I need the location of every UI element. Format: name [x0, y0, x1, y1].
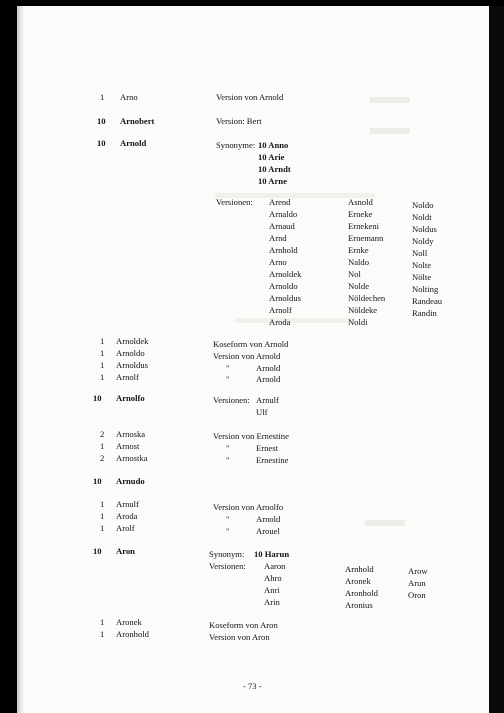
bleed-through-mark: [370, 128, 410, 134]
version-name: Asnold: [348, 197, 373, 207]
entry-count: 10: [93, 546, 102, 556]
version-name: Arnolf: [269, 305, 292, 315]
entry-name: Arnudo: [116, 476, 145, 486]
version-name: Ahro: [264, 573, 282, 583]
description: Version von Arnold: [216, 92, 284, 102]
scan-edge: [489, 6, 504, 713]
ditto-mark: ": [226, 514, 230, 524]
version-name: Naldo: [348, 257, 370, 267]
version-name: Noldi: [348, 317, 368, 327]
description: Arnold: [256, 374, 281, 384]
synonym: 10 Harun: [254, 549, 290, 559]
description-label: Versionen:: [213, 395, 250, 405]
version-name: Anri: [264, 585, 280, 595]
version-name: Nölte: [412, 272, 432, 282]
synonym: 10 Arne: [258, 176, 287, 186]
page-gutter-shadow: [17, 6, 25, 713]
description: Koseform von Aron: [209, 620, 278, 630]
description: Ernestine: [256, 455, 289, 465]
entry-count: 10: [97, 116, 106, 126]
version-name: Randeau: [412, 296, 443, 306]
version-name: Noll: [412, 248, 428, 258]
synonym: 10 Arndt: [258, 164, 291, 174]
version-name: Arend: [269, 197, 291, 207]
version-name: Arow: [408, 566, 428, 576]
version-name: Ernke: [348, 245, 369, 255]
ditto-mark: ": [226, 443, 230, 453]
entry-count: 2: [100, 453, 105, 463]
version-name: Aronek: [345, 576, 371, 586]
entry-name: Arolf: [116, 523, 135, 533]
version-name: Randin: [412, 308, 437, 318]
description: Ulf: [256, 407, 268, 417]
version-name: Noldus: [412, 224, 437, 234]
version-name: Noldy: [412, 236, 434, 246]
entry-name: Aron: [116, 546, 135, 556]
description: Version von Ernestine: [213, 431, 289, 441]
version-name: Arin: [264, 597, 280, 607]
description-label: Synonym:: [209, 549, 245, 559]
ditto-mark: ": [226, 526, 230, 536]
description: Koseform von Arnold: [213, 339, 289, 349]
entry-count: 10: [93, 393, 102, 403]
version-name: Aaron: [264, 561, 286, 571]
entry-name: Arnold: [120, 138, 147, 148]
version-name: Aronius: [345, 600, 373, 610]
entry-count: 2: [100, 429, 105, 439]
entry-count: 10: [97, 138, 106, 148]
description: Version: Bert: [216, 116, 262, 126]
description: Ernest: [256, 443, 278, 453]
entry-count: 1: [100, 348, 105, 358]
synonym: 10 Anno: [258, 140, 289, 150]
page-number: - 73 -: [243, 681, 262, 691]
entry-name: Arno: [120, 92, 138, 102]
version-name: Arno: [269, 257, 287, 267]
version-name: Arnhold: [345, 564, 374, 574]
version-name: Arnoldus: [269, 293, 301, 303]
entry-name: Arnost: [116, 441, 140, 451]
bleed-through-mark: [365, 520, 405, 526]
entry-name: Arnobert: [120, 116, 155, 126]
description-label: Synonyme:: [216, 140, 256, 150]
description: Version von Aron: [209, 632, 270, 642]
entry-count: 1: [100, 92, 105, 102]
version-name: Arun: [408, 578, 426, 588]
version-name: Arnd: [269, 233, 287, 243]
entry-count: 1: [100, 336, 105, 346]
version-name: Nöldeke: [348, 305, 378, 315]
entry-count: 1: [100, 511, 105, 521]
version-name: Arnoldo: [269, 281, 298, 291]
description: Arnold: [256, 514, 281, 524]
version-name: Nolde: [348, 281, 370, 291]
entry-count: 1: [100, 441, 105, 451]
entry-name: Aroda: [116, 511, 138, 521]
synonym: 10 Arie: [258, 152, 285, 162]
entry-count: 1: [100, 499, 105, 509]
version-name: Arnaud: [269, 221, 295, 231]
version-name: Nöldechen: [348, 293, 386, 303]
entry-name: Arnoska: [116, 429, 146, 439]
bleed-through-mark: [370, 97, 410, 103]
entry-count: 1: [100, 629, 105, 639]
bleed-through-mark: [235, 318, 355, 323]
version-name: Nolte: [412, 260, 432, 270]
version-name: Ernemann: [348, 233, 384, 243]
version-name: Arnaldo: [269, 209, 298, 219]
entry-name: Arnulf: [116, 499, 139, 509]
version-name: Arnhold: [269, 245, 298, 255]
entry-name: Arnolfo: [116, 393, 145, 403]
description: Arouel: [256, 526, 280, 536]
version-name: Erneke: [348, 209, 373, 219]
entry-name: Arnolf: [116, 372, 139, 382]
version-name: Oron: [408, 590, 426, 600]
description: Arnulf: [256, 395, 279, 405]
entry-count: 1: [100, 617, 105, 627]
version-name: Aroda: [269, 317, 291, 327]
entry-count: 1: [100, 360, 105, 370]
entry-name: Arnoldo: [116, 348, 145, 358]
version-name: Noldt: [412, 212, 432, 222]
ditto-mark: ": [226, 363, 230, 373]
description-label: Versionen:: [209, 561, 246, 571]
description: Arnold: [256, 363, 281, 373]
ditto-mark: ": [226, 455, 230, 465]
version-name: Aronhold: [345, 588, 378, 598]
version-name: Noldo: [412, 200, 434, 210]
description: Version von Arnold: [213, 351, 281, 361]
version-name: Ernekeni: [348, 221, 380, 231]
version-name: Arnoldek: [269, 269, 302, 279]
entry-name: Aronek: [116, 617, 142, 627]
entry-count: 10: [93, 476, 102, 486]
entry-name: Arnostka: [116, 453, 148, 463]
version-name: Nol: [348, 269, 361, 279]
version-name: Nolting: [412, 284, 439, 294]
entry-count: 1: [100, 372, 105, 382]
ditto-mark: ": [226, 374, 230, 384]
entry-name: Arnoldek: [116, 336, 149, 346]
description-label: Versionen:: [216, 197, 253, 207]
description: Version von Arnolfo: [213, 502, 284, 512]
entry-count: 1: [100, 523, 105, 533]
entry-name: Aronhold: [116, 629, 149, 639]
entry-name: Arnoldus: [116, 360, 148, 370]
